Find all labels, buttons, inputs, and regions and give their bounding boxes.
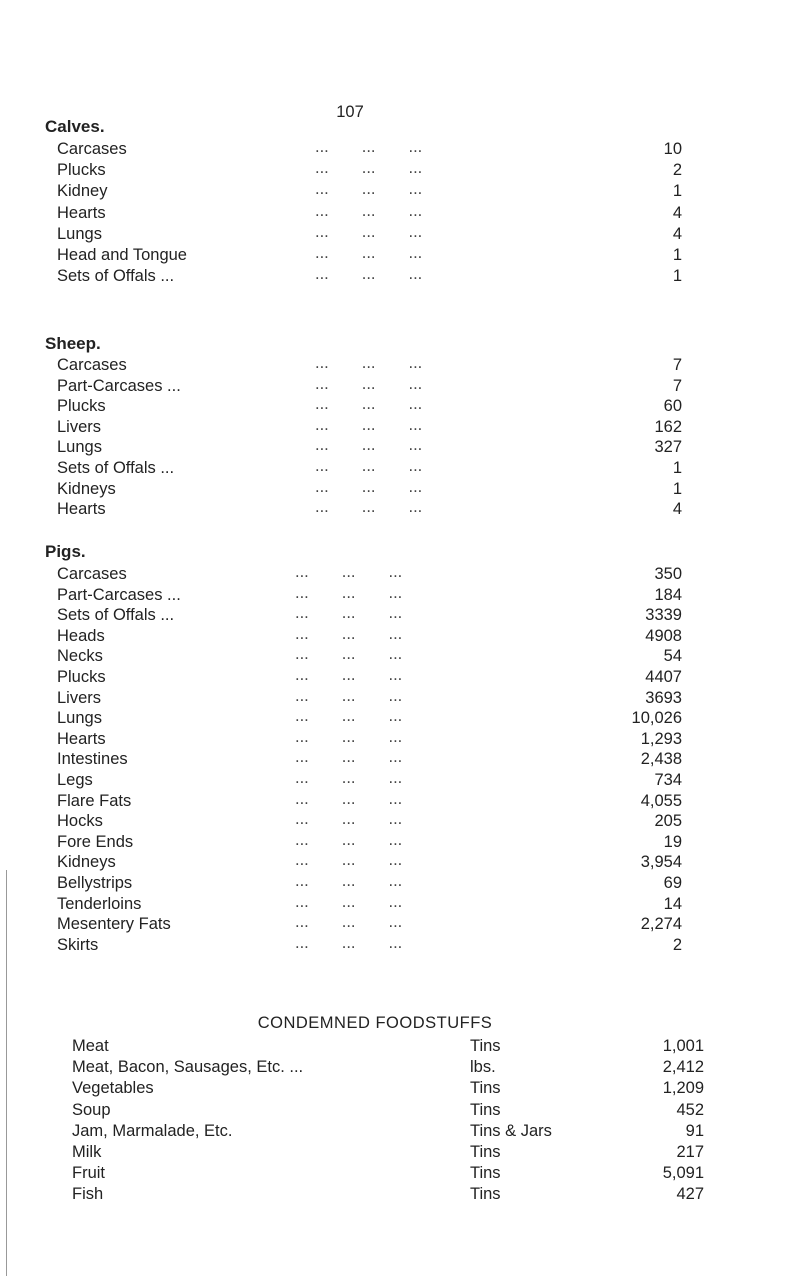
condemned-row-value: 452 (676, 1100, 704, 1119)
calves-row (57, 266, 682, 287)
leader-dots: ... ... ... (315, 498, 423, 517)
condemned-row-value: 1,001 (662, 1037, 704, 1055)
sheep-row-value: 1 (672, 459, 682, 477)
calves-row (57, 203, 682, 224)
condemned-row-value: 91 (685, 1121, 704, 1140)
sheep-row-value: 162 (654, 417, 682, 436)
leader-dots: ... ... ... (295, 727, 403, 746)
leader-dots: ... ... ... (295, 563, 403, 581)
leader-dots: ... ... ... (315, 457, 423, 475)
leader-dots: ... ... ... (295, 769, 403, 787)
pigs-row-value: 2,274 (640, 915, 682, 934)
condemned-row (72, 1142, 704, 1163)
condemned-row-value: 1,209 (662, 1079, 704, 1098)
condemned-row-value: 427 (676, 1185, 704, 1204)
sheep-row-value: 327 (654, 438, 682, 457)
leader-dots: ... ... ... (295, 604, 403, 623)
calves-row-label: Lungs (57, 224, 102, 243)
sheep-row-value: 1 (672, 479, 682, 498)
pigs-row-value: 19 (663, 832, 682, 851)
pigs-row-value: 734 (654, 771, 682, 789)
pigs-row-value: 54 (663, 647, 682, 666)
condemned-row-label: Meat, Bacon, Sausages, Etc. ... (72, 1058, 304, 1077)
calves-row-label: Carcases (57, 140, 127, 158)
leader-dots: ... ... ... (295, 913, 403, 932)
pigs-row-value: 350 (654, 565, 682, 583)
leader-dots: ... ... ... (315, 244, 423, 262)
pigs-row-label: Sets of Offals ... (57, 606, 175, 625)
sheep-row-label: Plucks (57, 397, 106, 416)
pigs-row (57, 935, 682, 956)
leader-dots: ... ... ... (295, 583, 403, 602)
leader-dots: ... ... ... (315, 395, 423, 414)
pigs-row-label: Bellystrips (57, 874, 133, 892)
condemned-row-value: 2,412 (662, 1058, 704, 1077)
condemned-row-unit: Tins & Jars (470, 1121, 552, 1140)
leader-dots: ... ... ... (295, 789, 403, 808)
leader-dots: ... ... ... (315, 222, 423, 241)
pigs-row-value: 3339 (645, 606, 682, 625)
leader-dots: ... ... ... (295, 624, 403, 643)
sheep-row-value: 4 (672, 500, 682, 519)
pigs-row-label: Carcases (57, 565, 127, 583)
condemned-row-unit: Tins (470, 1079, 501, 1098)
leader-dots: ... ... ... (295, 707, 403, 726)
pigs-row-value: 69 (663, 874, 682, 892)
condemned-row-label: Fish (72, 1185, 104, 1204)
leader-dots: ... ... ... (295, 851, 403, 870)
calves-heading: Calves. (45, 117, 105, 136)
pigs-row-value: 14 (663, 894, 682, 913)
pigs-row-value: 205 (654, 812, 682, 831)
pigs-row-label: Livers (57, 688, 102, 707)
pigs-row-value: 1,293 (640, 729, 682, 748)
pigs-row-label: Hearts (57, 729, 106, 748)
calves-row-value: 2 (672, 161, 682, 180)
pigs-row-value: 2,438 (640, 750, 682, 769)
calves-row-value: 1 (672, 246, 682, 264)
pigs-row-label: Fore Ends (57, 832, 134, 851)
pigs-row-label: Hocks (57, 812, 103, 831)
leader-dots: ... ... ... (295, 810, 403, 829)
pigs-row-label: Kidneys (57, 853, 116, 872)
leader-dots: ... ... ... (315, 201, 423, 220)
leader-dots: ... ... ... (315, 374, 423, 393)
sheep-row-label: Kidneys (57, 479, 116, 498)
condemned-row (72, 1121, 704, 1142)
condemned-row-label: Vegetables (72, 1079, 154, 1098)
pigs-row-value: 4908 (645, 626, 682, 645)
condemned-row (72, 1163, 704, 1184)
calves-row (57, 245, 682, 266)
pigs-row-value: 2 (672, 935, 682, 954)
condemned-foodstuffs-title: CONDEMNED FOODSTUFFS (257, 1014, 493, 1032)
pigs-row-label: Heads (57, 626, 105, 645)
sheep-row-label: Lungs (57, 438, 102, 457)
pigs-row-label: Necks (57, 647, 103, 666)
calves-row (57, 160, 682, 181)
calves-row-value: 10 (663, 140, 682, 158)
leader-dots: ... ... ... (315, 265, 423, 284)
sheep-row-label: Livers (57, 417, 102, 436)
condemned-row-label: Fruit (72, 1164, 105, 1183)
condemned-row-value: 217 (676, 1143, 704, 1161)
pigs-row-label: Legs (57, 771, 93, 789)
leader-dots: ... ... ... (315, 138, 423, 156)
pigs-row-label: Intestines (57, 750, 128, 769)
sheep-row-value: 60 (663, 397, 682, 416)
leader-dots: ... ... ... (295, 830, 403, 849)
condemned-row (72, 1078, 704, 1099)
leader-dots: ... ... ... (315, 159, 423, 178)
leader-dots: ... ... ... (295, 686, 403, 705)
sheep-row-label: Carcases (57, 356, 127, 374)
condemned-row-unit: Tins (470, 1185, 501, 1204)
sheep-heading: Sheep. (45, 334, 101, 353)
calves-row-label: Plucks (57, 161, 106, 180)
condemned-row-unit: Tins (470, 1100, 501, 1119)
pigs-row-value: 4407 (645, 668, 682, 686)
pigs-row-value: 3,954 (640, 853, 682, 872)
condemned-row (72, 1036, 704, 1057)
leader-dots: ... ... ... (315, 180, 423, 199)
pigs-row-value: 3693 (645, 688, 682, 707)
calves-row-value: 4 (672, 224, 682, 243)
sheep-row-value: 7 (672, 356, 682, 374)
pigs-row-label: Lungs (57, 709, 102, 728)
sheep-row-label: Part-Carcases ... (57, 376, 181, 395)
leader-dots: ... ... ... (315, 436, 423, 455)
condemned-row (72, 1184, 704, 1205)
leader-dots: ... ... ... (295, 645, 403, 664)
pigs-heading: Pigs. (45, 542, 86, 561)
calves-row-value: 1 (672, 267, 682, 286)
calves-row (57, 181, 682, 202)
condemned-row-unit: Tins (470, 1037, 501, 1055)
leader-dots: ... ... ... (315, 415, 423, 434)
condemned-row (72, 1057, 704, 1078)
calves-row-label: Kidney (57, 182, 108, 201)
pigs-row-value: 4,055 (640, 791, 682, 810)
calves-row (57, 139, 682, 160)
condemned-row-label: Jam, Marmalade, Etc. (72, 1121, 233, 1140)
calves-row-label: Head and Tongue (57, 246, 187, 264)
sheep-row-label: Hearts (57, 500, 106, 519)
leader-dots: ... ... ... (295, 933, 403, 952)
pigs-row-label: Flare Fats (57, 791, 132, 810)
page-number: 107 (336, 103, 364, 121)
sheep-row-value: 7 (672, 376, 682, 395)
condemned-row-value: 5,091 (662, 1164, 704, 1183)
pigs-row-label: Tenderloins (57, 894, 142, 913)
page-edge-line (6, 870, 7, 1276)
leader-dots: ... ... ... (315, 354, 423, 372)
sheep-row-label: Sets of Offals ... (57, 459, 175, 477)
condemned-row-label: Meat (72, 1037, 109, 1055)
leader-dots: ... ... ... (295, 892, 403, 911)
calves-row-label: Hearts (57, 203, 106, 222)
leader-dots: ... ... ... (315, 477, 423, 496)
calves-row-label: Sets of Offals ... (57, 267, 175, 286)
leader-dots: ... ... ... (295, 748, 403, 767)
condemned-row-label: Soup (72, 1100, 111, 1119)
condemned-row (72, 1100, 704, 1121)
condemned-row-unit: Tins (470, 1164, 501, 1183)
condemned-row-label: Milk (72, 1143, 102, 1161)
pigs-row-value: 184 (654, 585, 682, 604)
pigs-row-label: Skirts (57, 935, 99, 954)
pigs-row-label: Plucks (57, 668, 106, 686)
leader-dots: ... ... ... (295, 666, 403, 684)
pigs-row-label: Part-Carcases ... (57, 585, 181, 604)
calves-row-value: 4 (672, 203, 682, 222)
leader-dots: ... ... ... (295, 872, 403, 890)
pigs-row-value: 10,026 (631, 709, 682, 728)
calves-row (57, 224, 682, 245)
sheep-row (57, 499, 682, 520)
calves-row-value: 1 (672, 182, 682, 201)
pigs-row-label: Mesentery Fats (57, 915, 171, 934)
condemned-row-unit: lbs. (470, 1058, 496, 1077)
condemned-row-unit: Tins (470, 1143, 501, 1161)
